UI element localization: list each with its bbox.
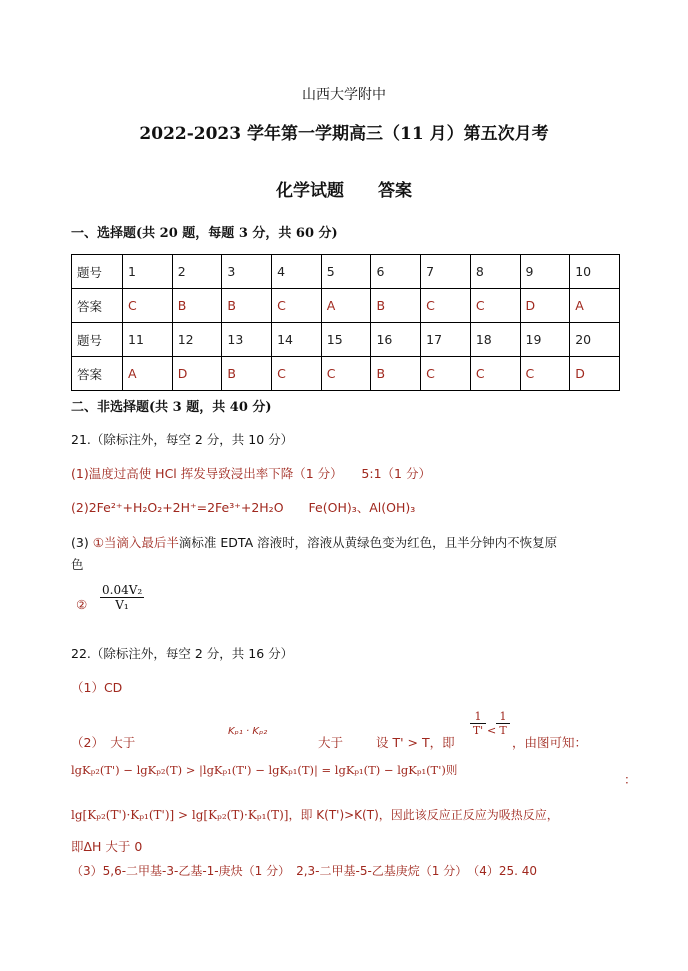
q21-part3 bbox=[71, 533, 557, 551]
answer-table-cell: A bbox=[570, 289, 620, 323]
q22-part2-d: ，由图可知： bbox=[512, 735, 588, 750]
q21-fraction bbox=[100, 583, 144, 612]
answer-table-cell: B bbox=[222, 357, 272, 391]
answer-table bbox=[71, 254, 620, 391]
answer-table-row-label: 题号 bbox=[72, 323, 123, 357]
q22-equation-1-body: lgKₚ₂(T') − lgKₚ₂(T) > |lgKₚ₁(T') − lgKₚ₁(T)| = lgKₚ₁(T) − lgKₚ₁(T') bbox=[71, 763, 446, 777]
answer-table-cell: C bbox=[321, 357, 371, 391]
exam-subtitle: 化学试题 答案 bbox=[276, 181, 412, 201]
answer-table-cell: 15 bbox=[321, 323, 371, 357]
q21-part3-cont: 色 bbox=[71, 557, 84, 572]
answer-table-cell: 20 bbox=[570, 323, 620, 357]
answer-table-cell: C bbox=[470, 289, 520, 323]
answer-table-cell: 1 bbox=[123, 255, 173, 289]
answer-table-cell: 18 bbox=[470, 323, 520, 357]
answer-table-cell: 4 bbox=[272, 255, 322, 289]
answer-table-row bbox=[72, 323, 620, 357]
answer-table-cell: 17 bbox=[421, 323, 471, 357]
answer-table-cell: C bbox=[470, 357, 520, 391]
answer-table-cell: 19 bbox=[520, 323, 570, 357]
q22-header: 22.（除标注外，每空 2 分，共 16 分） bbox=[71, 646, 294, 661]
answer-table-cell: C bbox=[272, 357, 322, 391]
q21-part4-label: ② bbox=[76, 597, 88, 612]
q22-fraction-left-den: T' bbox=[472, 724, 484, 737]
q22-equation-1-tail: 则 bbox=[445, 763, 458, 777]
q22-part2-b: 大于 bbox=[318, 735, 344, 750]
q22-part3: （3）5,6-二甲基-3-乙基-1-庚炔（1 分） 2,3-二甲基-5-乙基庚烷（1 分） （4）25. 40 bbox=[71, 864, 538, 878]
q21-header: 21.（除标注外，每空 2 分，共 10 分） bbox=[71, 432, 294, 447]
q21-fraction-numerator: 0.04V₂ bbox=[102, 583, 143, 597]
q21-part1: (1)温度过高使 HCl 挥发导致浸出率下降（1 分） 5:1（1 分） bbox=[71, 466, 431, 481]
q22-fraction-right bbox=[496, 710, 510, 737]
answer-table-cell: D bbox=[570, 357, 620, 391]
section2-title: 二、非选择题(共 3 题，共 40 分) bbox=[71, 400, 272, 415]
answer-table-cell: 2 bbox=[172, 255, 222, 289]
answer-table-row-label: 题号 bbox=[72, 255, 123, 289]
q22-fraction-left bbox=[470, 710, 486, 737]
q22-part2-c: 设 T' > T，即 bbox=[376, 735, 455, 750]
section1-title: 一、选择题(共 20 题，每题 3 分，共 60 分) bbox=[71, 226, 338, 241]
answer-table-cell: C bbox=[123, 289, 173, 323]
q22-fraction-right-den: T bbox=[499, 724, 507, 737]
answer-table-cell: C bbox=[421, 357, 471, 391]
answer-table-cell: D bbox=[520, 289, 570, 323]
answer-table-cell: B bbox=[371, 357, 421, 391]
answer-table-row bbox=[72, 255, 620, 289]
q22-fraction-right-num: 1 bbox=[496, 710, 510, 724]
q21-part3-rest: 滴标准 EDTA 溶液时，溶液从黄绿色变为红色，且半分钟内不恢复原 bbox=[178, 535, 558, 550]
answer-table-cell: C bbox=[421, 289, 471, 323]
answer-table-cell: 14 bbox=[272, 323, 322, 357]
answer-table-cell: B bbox=[172, 289, 222, 323]
answer-table-cell: 12 bbox=[172, 323, 222, 357]
q22-equation-1 bbox=[71, 762, 457, 778]
q21-part2: (2)2Fe²⁺+H₂O₂+2H⁺=2Fe³⁺+2H₂O Fe(OH)₃、Al(OH)₃ bbox=[71, 500, 416, 515]
answer-table-cell: A bbox=[123, 357, 173, 391]
q22-fraction-left-num: 1 bbox=[470, 710, 486, 724]
q22-part2-a: （2） 大于 bbox=[71, 735, 136, 750]
answer-table-row bbox=[72, 289, 620, 323]
q21-fraction-denominator: V₁ bbox=[115, 598, 129, 612]
answer-table-cell: B bbox=[371, 289, 421, 323]
answer-table-cell: D bbox=[172, 357, 222, 391]
answer-table-cell: 11 bbox=[123, 323, 173, 357]
school-name: 山西大学附中 bbox=[302, 87, 386, 103]
answer-table-cell: C bbox=[520, 357, 570, 391]
q22-equation-2-body: lg[Kₚ₂(T')·Kₚ₁(T')] > lg[Kₚ₂(T)·Kₚ₁(T)] bbox=[71, 808, 289, 822]
answer-table-cell: 6 bbox=[371, 255, 421, 289]
q22-equation-2 bbox=[71, 806, 559, 823]
answer-table-cell: 9 bbox=[520, 255, 570, 289]
answer-table-cell: 7 bbox=[421, 255, 471, 289]
q22-colon: ： bbox=[624, 772, 637, 787]
q22-equation-3: 即ΔH 大于 0 bbox=[71, 839, 143, 854]
q21-part3-prefix: (3) bbox=[71, 535, 93, 550]
answer-table-cell: A bbox=[321, 289, 371, 323]
answer-table-cell: 10 bbox=[570, 255, 620, 289]
q22-part2-kp-product: Kₚ₁ · Kₚ₂ bbox=[228, 726, 268, 737]
answer-table-row-label: 答案 bbox=[72, 357, 123, 391]
answer-table-cell: 3 bbox=[222, 255, 272, 289]
answer-table-cell: C bbox=[272, 289, 322, 323]
answer-table-cell: 8 bbox=[470, 255, 520, 289]
q22-equation-2-tail: ，即 K(T')>K(T)，因此该反应正反应为吸热反应， bbox=[288, 808, 559, 822]
answer-table-cell: B bbox=[222, 289, 272, 323]
q21-part3-red: ①当滴入最后半 bbox=[92, 535, 179, 550]
answer-table-cell: 5 bbox=[321, 255, 371, 289]
answer-table-cell: 16 bbox=[371, 323, 421, 357]
q22-part1: （1）CD bbox=[71, 680, 123, 695]
answer-table-cell: 13 bbox=[222, 323, 272, 357]
answer-table-row-label: 答案 bbox=[72, 289, 123, 323]
exam-term-title: 2022-2023 学年第一学期高三（11 月）第五次月考 bbox=[139, 124, 549, 144]
q22-less-than: < bbox=[487, 724, 497, 737]
answer-table-row bbox=[72, 357, 620, 391]
